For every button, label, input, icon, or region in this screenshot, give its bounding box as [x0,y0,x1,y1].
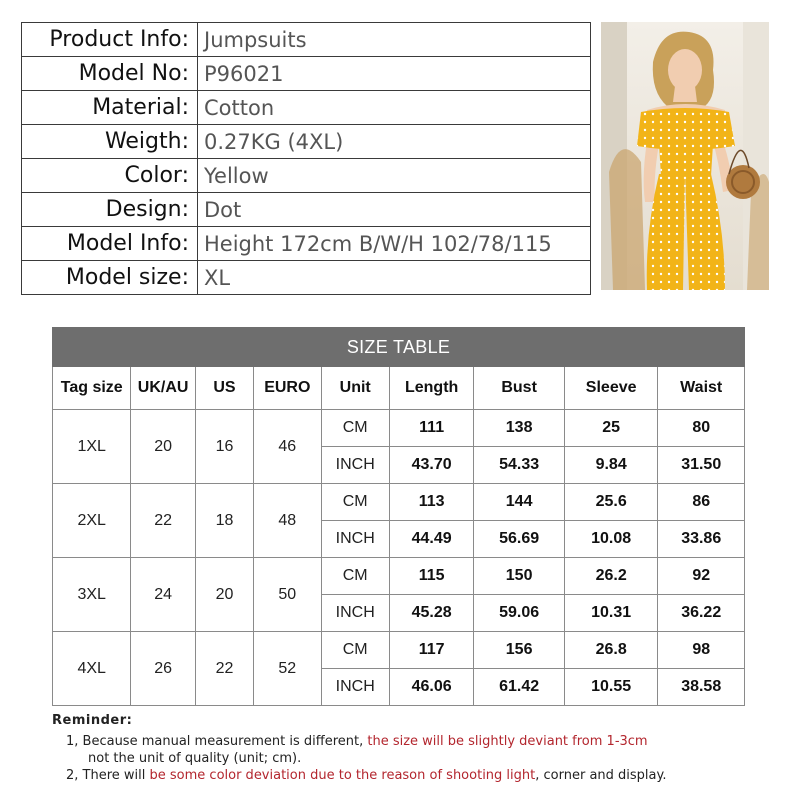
length-cell: 46.06 [389,669,473,706]
info-value: 0.27KG (4XL) [198,125,591,159]
column-header: UK/AU [131,367,195,410]
bust-cell: 54.33 [474,447,565,484]
length-cell: 115 [389,558,473,595]
column-header: Tag size [53,367,131,410]
unit-cell: INCH [321,521,389,558]
waist-cell: 92 [658,558,745,595]
model-photo [601,22,769,290]
info-label: Product Info: [22,23,198,57]
sleeve-cell: 25.6 [564,484,658,521]
column-header: Unit [321,367,389,410]
tag-size-cell: 2XL [53,484,131,558]
bust-cell: 138 [474,410,565,447]
table-row [53,558,745,595]
waist-cell: 80 [658,410,745,447]
reminder-text: 1, Because manual measurement is different, [66,734,368,749]
unit-cell: INCH [321,447,389,484]
bust-cell: 56.69 [474,521,565,558]
bust-cell: 144 [474,484,565,521]
info-label: Model size: [22,261,198,295]
sleeve-cell: 10.31 [564,595,658,632]
info-row-weight [22,125,591,159]
info-label: Design: [22,193,198,227]
us-cell: 20 [195,558,253,632]
info-value: Cotton [198,91,591,125]
reminder-text: , corner and display. [535,768,667,783]
unit-cell: INCH [321,595,389,632]
euro-cell: 50 [254,558,321,632]
reminder-text: 2, There will [66,768,150,783]
unit-cell: INCH [321,669,389,706]
euro-cell: 46 [254,410,321,484]
info-row-model-no [22,57,591,91]
waist-cell: 98 [658,632,745,669]
info-row-model-info [22,227,591,261]
size-table [52,327,745,706]
tag-size-cell: 3XL [53,558,131,632]
uk-au-cell: 20 [131,410,195,484]
info-value: Jumpsuits [198,23,591,57]
reminder-line-1-continued: not the unit of quality (unit; cm). [88,751,302,766]
sleeve-cell: 25 [564,410,658,447]
table-row [53,484,745,521]
info-label: Model Info: [22,227,198,261]
us-cell: 22 [195,632,253,706]
euro-cell: 52 [254,632,321,706]
reminder-highlight: be some color deviation due to the reason of shooting light [149,768,536,783]
reminder-title: Reminder: [52,713,133,728]
info-row-product [22,23,591,57]
info-label: Material: [22,91,198,125]
waist-cell: 31.50 [658,447,745,484]
uk-au-cell: 26 [131,632,195,706]
column-header: US [195,367,253,410]
info-value: Dot [198,193,591,227]
us-cell: 18 [195,484,253,558]
model-photo-icon [601,22,769,290]
sleeve-cell: 9.84 [564,447,658,484]
info-value: P96021 [198,57,591,91]
info-label: Weigth: [22,125,198,159]
reminder-line-1 [52,733,752,750]
uk-au-cell: 24 [131,558,195,632]
column-header: Bust [474,367,565,410]
info-row-material [22,91,591,125]
waist-cell: 86 [658,484,745,521]
unit-cell: CM [321,484,389,521]
size-table-title: SIZE TABLE [53,328,745,367]
unit-cell: CM [321,558,389,595]
waist-cell: 36.22 [658,595,745,632]
info-row-color [22,159,591,193]
bust-cell: 59.06 [474,595,565,632]
uk-au-cell: 22 [131,484,195,558]
table-row [53,632,745,669]
column-header: EURO [254,367,321,410]
length-cell: 117 [389,632,473,669]
length-cell: 43.70 [389,447,473,484]
unit-cell: CM [321,632,389,669]
unit-cell: CM [321,410,389,447]
length-cell: 113 [389,484,473,521]
length-cell: 45.28 [389,595,473,632]
bust-cell: 150 [474,558,565,595]
reminder-line-2 [52,767,752,784]
reminder-section [52,712,752,784]
length-cell: 44.49 [389,521,473,558]
waist-cell: 38.58 [658,669,745,706]
product-info-table [21,22,591,295]
waist-cell: 33.86 [658,521,745,558]
length-cell: 111 [389,410,473,447]
sleeve-cell: 26.8 [564,632,658,669]
info-value: Height 172cm B/W/H 102/78/115 [198,227,591,261]
info-row-model-size [22,261,591,295]
column-header: Length [389,367,473,410]
info-row-design [22,193,591,227]
info-value: XL [198,261,591,295]
column-header: Waist [658,367,745,410]
column-header: Sleeve [564,367,658,410]
tag-size-cell: 4XL [53,632,131,706]
size-table-header-row [53,367,745,410]
reminder-highlight: the size will be slightly deviant from 1-3cm [367,734,648,749]
bust-cell: 61.42 [474,669,565,706]
sleeve-cell: 10.55 [564,669,658,706]
euro-cell: 48 [254,484,321,558]
bust-cell: 156 [474,632,565,669]
tag-size-cell: 1XL [53,410,131,484]
info-label: Color: [22,159,198,193]
us-cell: 16 [195,410,253,484]
sleeve-cell: 26.2 [564,558,658,595]
sleeve-cell: 10.08 [564,521,658,558]
info-label: Model No: [22,57,198,91]
info-value: Yellow [198,159,591,193]
table-row [53,410,745,447]
